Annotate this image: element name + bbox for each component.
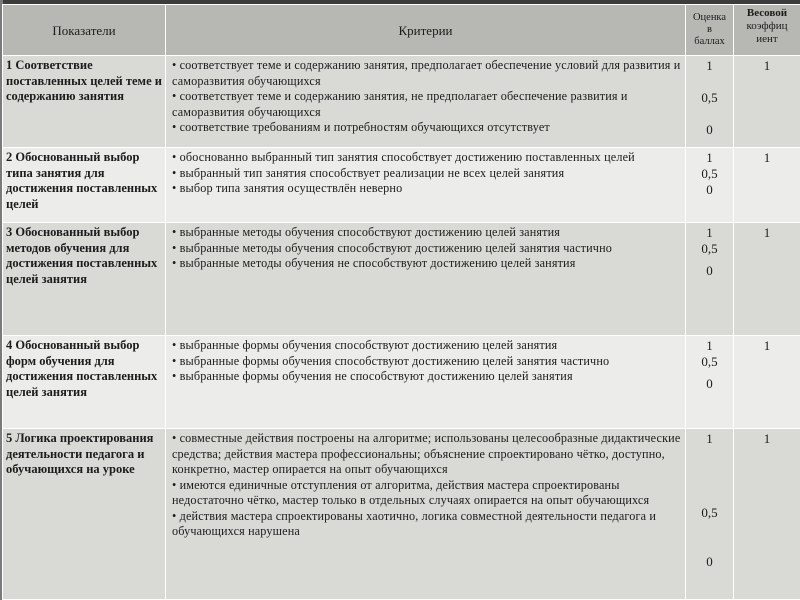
indicator-cell: 5 Логика проектирования деятельности педагога и обучающихся на уроке [3, 429, 166, 600]
criteria-cell [166, 336, 686, 429]
score-value: 0 [706, 263, 713, 278]
score-cell [686, 336, 734, 429]
score-value: 1 [706, 150, 713, 165]
header-weight-line: коэффиц [746, 20, 788, 32]
table-row [3, 56, 800, 148]
weight-cell: 1 [734, 56, 800, 148]
header-weight-line: иент [756, 33, 778, 45]
criterion-item: • выбранные формы обучения не способствуют достижению целей занятия [172, 369, 573, 383]
criteria-cell [166, 148, 686, 223]
indicator-cell: 3 Обоснованный выбор методов обучения для достижения поставленных целей занятия [3, 223, 166, 336]
indicator-cell: 2 Обоснованный выбор типа занятия для достижения поставленных целей [3, 148, 166, 223]
table-row [3, 223, 800, 336]
criterion-item: • выбранный тип занятия способствует реализации не всех целей занятия [172, 165, 565, 180]
indicator-cell: 4 Обоснованный выбор форм обучения для достижения поставленных целей занятия [3, 336, 166, 429]
indicator-cell: 1 Соответствие поставленных целей теме и содержанию занятия [3, 56, 166, 148]
score-value: 0,5 [701, 166, 718, 181]
score-value: 1 [706, 225, 713, 240]
score-value: 1 [706, 338, 713, 353]
criterion-item: • соответствует теме и содержанию занятия, не предполагает обеспечение развития и саморазвития обучающихся [172, 89, 628, 119]
weight-cell: 1 [734, 429, 800, 600]
header-score-line: Оценка [692, 12, 727, 23]
score-value: 1 [706, 58, 713, 73]
score-value: 0,5 [701, 241, 718, 256]
score-value: 0,5 [701, 505, 718, 520]
criteria-table [2, 4, 800, 600]
criterion-item: • соответствует теме и содержанию занятия, предполагает обеспечение условий для развития и саморазвития обучающихся [172, 58, 681, 88]
score-value: 0 [706, 554, 713, 569]
criteria-cell [166, 429, 686, 600]
criterion-item: • соответствие требованиям и потребностям обучающихся отсутствует [172, 120, 550, 134]
weight-cell: 1 [734, 223, 800, 336]
table-row [3, 148, 800, 223]
criterion-item: • обоснованно выбранный тип занятия способствует достижению поставленных целей [172, 150, 635, 164]
header-weight [734, 5, 800, 56]
table-row [3, 336, 800, 429]
criteria-cell [166, 223, 686, 336]
weight-cell: 1 [734, 148, 800, 223]
score-cell [686, 429, 734, 600]
weight-cell: 1 [734, 336, 800, 429]
score-value: 0 [706, 376, 713, 391]
score-value: 0,5 [701, 90, 718, 105]
header-score-line: баллах [694, 36, 725, 47]
score-cell [686, 148, 734, 223]
criterion-item: • выбранные методы обучения способствуют достижению целей занятия частично [172, 240, 612, 255]
header-indicators: Показатели [3, 5, 166, 56]
criterion-item: • выбор типа занятия осуществлён неверно [172, 181, 403, 195]
score-value: 1 [706, 431, 713, 446]
criterion-item: • совместные действия построены на алгоритме; использованы целесообразные дидактические средства; действия мастера профессиональны; объяснение спроектировано чётко, доступно, конкретно, мастер опирается на опыт обучающихся [172, 431, 681, 476]
header-score [686, 5, 734, 56]
header-weight-line: Весовой [746, 7, 788, 19]
criterion-item: • выбранные методы обучения не способствуют достижению целей занятия [172, 256, 576, 270]
criteria-cell [166, 56, 686, 148]
table-row [3, 429, 800, 600]
score-cell [686, 223, 734, 336]
header-score-line: в [707, 24, 712, 35]
criterion-item: • имеются единичные отступления от алгоритма, действия мастера спроектированы недостаточно чётко, мастер только в отдельных случаях опирается на опыт обучающихся [172, 477, 650, 507]
score-value: 0 [706, 122, 713, 137]
header-row [3, 5, 800, 56]
score-cell [686, 56, 734, 148]
criterion-item: • выбранные методы обучения способствуют достижению целей занятия [172, 225, 561, 239]
criterion-item: • выбранные формы обучения способствуют достижению целей занятия частично [172, 353, 610, 368]
header-criteria: Критерии [166, 5, 686, 56]
score-value: 0,5 [701, 354, 718, 369]
criterion-item: • выбранные формы обучения способствуют достижению целей занятия [172, 338, 558, 352]
score-value: 0 [706, 182, 713, 197]
criterion-item: • действия мастера спроектированы хаотично, логика совместной деятельности педагога и обучающихся нарушена [172, 508, 657, 538]
